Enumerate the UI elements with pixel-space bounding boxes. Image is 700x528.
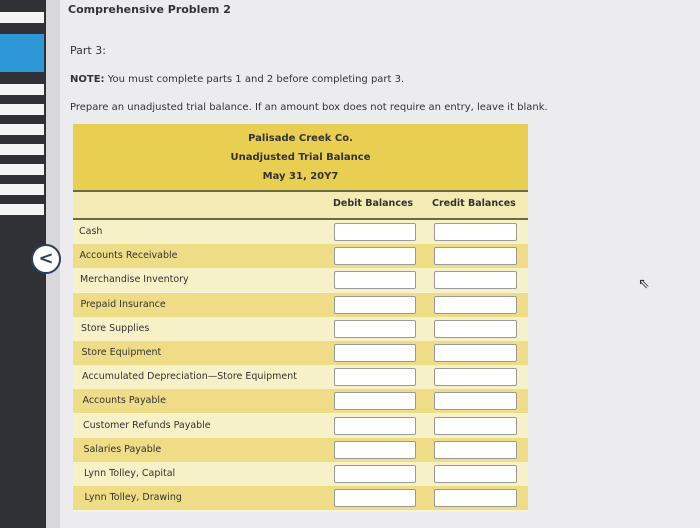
credit-amount-input[interactable]	[434, 465, 517, 483]
credit-amount-input[interactable]	[434, 489, 517, 507]
account-name: Lynn Tolley, Drawing	[84, 492, 182, 504]
debit-amount-input[interactable]	[334, 489, 416, 507]
account-row	[73, 293, 528, 317]
account-name: Cash	[79, 226, 103, 237]
account-row	[73, 462, 528, 486]
previous-button[interactable]	[31, 244, 61, 274]
debit-amount-input[interactable]	[334, 465, 416, 483]
account-name: Accounts Receivable	[79, 250, 178, 262]
credit-amount-input[interactable]	[434, 223, 517, 241]
credit-amount-input[interactable]	[434, 441, 517, 459]
nav-bar-item-active[interactable]	[0, 34, 44, 72]
mouse-cursor-icon: ⇖	[638, 276, 650, 292]
debit-amount-input[interactable]	[334, 320, 416, 338]
account-name: Accounts Payable	[82, 395, 166, 407]
credit-amount-input[interactable]	[434, 271, 517, 289]
account-row	[73, 365, 528, 389]
trial-balance-header	[73, 124, 528, 192]
credit-amount-input[interactable]	[434, 368, 517, 386]
note-text	[70, 74, 404, 85]
account-row	[73, 317, 528, 341]
account-name: Accumulated Depreciation—Store Equipment	[82, 371, 297, 383]
nav-bar-item[interactable]	[0, 124, 44, 135]
debit-amount-input[interactable]	[334, 441, 416, 459]
company-name: Palisade Creek Co.	[248, 133, 353, 144]
debit-amount-input[interactable]	[334, 271, 416, 289]
debit-amount-input[interactable]	[334, 296, 416, 314]
account-name: Lynn Tolley, Capital	[84, 468, 176, 479]
debit-amount-input[interactable]	[334, 368, 416, 386]
debit-column-header: Debit Balances	[333, 198, 414, 209]
nav-bar-item[interactable]	[0, 104, 44, 115]
statement-date: May 31, 20Y7	[262, 171, 339, 182]
note-label: NOTE:	[70, 74, 105, 85]
account-row	[73, 438, 528, 462]
credit-amount-input[interactable]	[434, 392, 517, 410]
account-name: Customer Refunds Payable	[83, 419, 211, 431]
part-label: Part 3:	[70, 44, 106, 57]
account-name: Store Supplies	[81, 322, 150, 334]
nav-bar-item[interactable]	[0, 184, 44, 195]
nav-bar-item[interactable]	[0, 164, 44, 175]
account-row	[73, 389, 528, 413]
account-name: Salaries Payable	[83, 443, 162, 455]
debit-amount-input[interactable]	[334, 417, 416, 435]
debit-amount-input[interactable]	[334, 344, 416, 362]
nav-bar-item[interactable]	[0, 12, 44, 23]
account-row	[73, 244, 528, 268]
note-body: You must complete parts 1 and 2 before completing part 3.	[107, 74, 405, 85]
account-row	[73, 341, 528, 365]
debit-amount-input[interactable]	[334, 392, 416, 410]
account-row	[73, 486, 528, 510]
account-name: Store Equipment	[81, 347, 162, 358]
credit-amount-input[interactable]	[434, 344, 517, 362]
instructions: Prepare an unadjusted trial balance. If an amount box does not require an entry, leave it blank.	[70, 102, 548, 113]
problem-title: Comprehensive Problem 2	[68, 3, 231, 16]
credit-amount-input[interactable]	[434, 320, 517, 338]
nav-bar-item[interactable]	[0, 84, 44, 95]
debit-amount-input[interactable]	[334, 247, 416, 265]
chevron-left-icon: <	[38, 248, 54, 269]
statement-title: Unadjusted Trial Balance	[230, 152, 371, 163]
account-name: Prepaid Insurance	[80, 298, 166, 310]
account-row	[73, 220, 528, 244]
credit-amount-input[interactable]	[434, 247, 517, 265]
account-name: Merchandise Inventory	[80, 274, 189, 286]
credit-amount-input[interactable]	[434, 296, 517, 314]
account-row	[73, 268, 528, 292]
debit-amount-input[interactable]	[334, 223, 416, 241]
nav-bar-item[interactable]	[0, 144, 44, 155]
account-row	[73, 414, 528, 438]
credit-column-header: Credit Balances	[432, 198, 516, 209]
trial-balance-sheet	[73, 124, 528, 512]
nav-bar-item[interactable]	[0, 204, 44, 215]
credit-amount-input[interactable]	[434, 417, 517, 435]
